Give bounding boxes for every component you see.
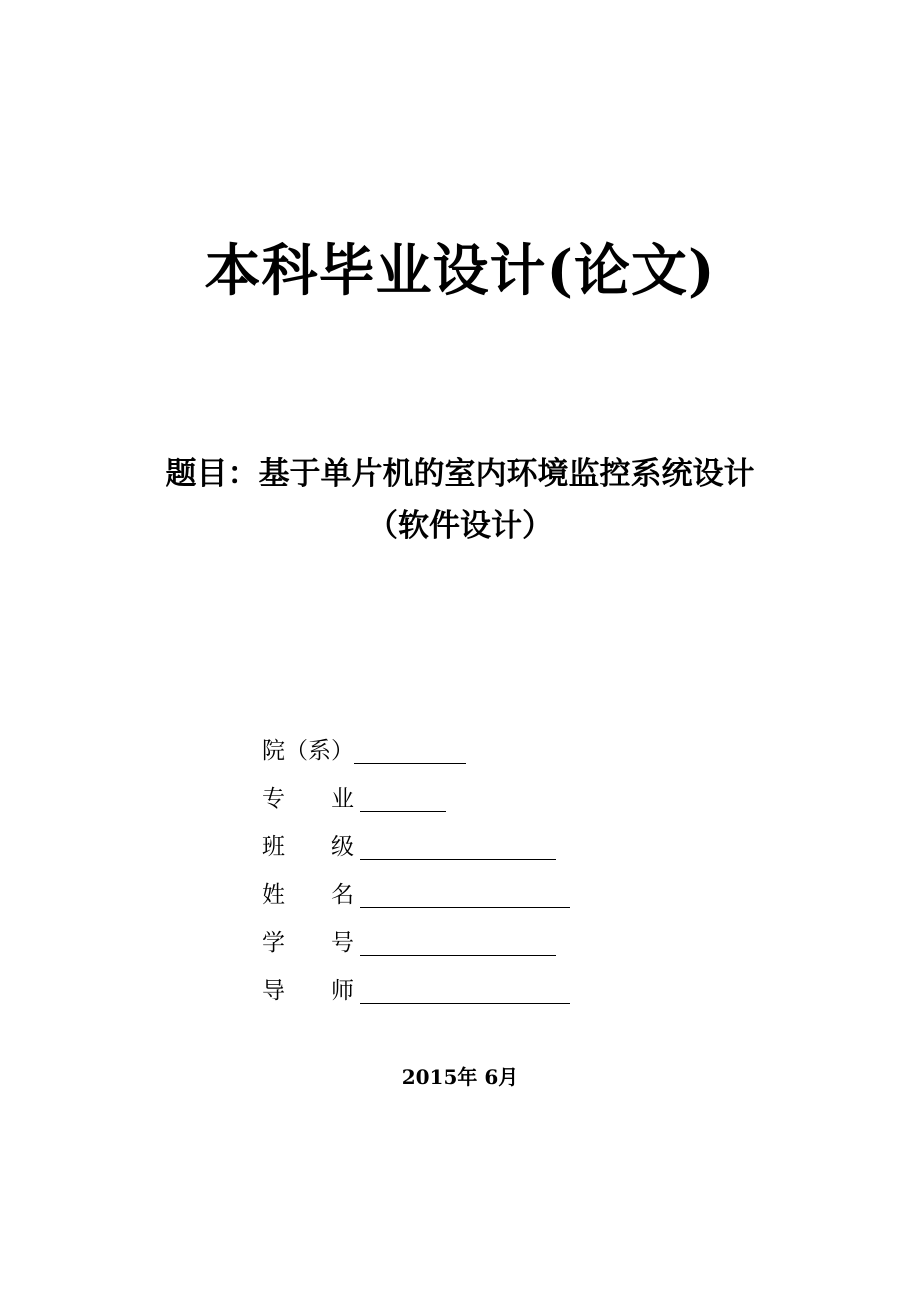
main-title: 本科毕业设计(论文): [204, 238, 716, 304]
topic-line-2: （软件设计）: [367, 508, 553, 544]
info-label-class: 班 级: [262, 834, 354, 860]
info-label-name: 姓 名: [262, 882, 354, 908]
info-label-advisor: 导 师: [262, 978, 354, 1004]
topic-line-1: 题目：基于单片机的室内环境监控系统设计: [165, 456, 755, 492]
info-row-major: [262, 766, 662, 814]
student-id-blank-line[interactable]: [360, 931, 556, 956]
info-row-student-id: [262, 910, 662, 958]
info-label-department: 院（系）: [262, 738, 354, 764]
advisor-blank-line[interactable]: [360, 979, 570, 1004]
submission-date: 2015年 6月: [401, 1065, 519, 1089]
department-blank-line[interactable]: [354, 739, 466, 764]
info-row-department: [262, 718, 662, 766]
info-row-class: [262, 814, 662, 862]
name-blank-line[interactable]: [360, 883, 570, 908]
major-blank-line[interactable]: [360, 787, 446, 812]
thesis-topic: [0, 448, 920, 552]
student-info-block: [262, 718, 662, 1006]
info-label-student-id: 学 号: [262, 930, 354, 956]
class-blank-line[interactable]: [360, 835, 556, 860]
info-row-advisor: [262, 958, 662, 1006]
info-label-major: 专 业: [262, 786, 354, 812]
info-row-name: [262, 862, 662, 910]
